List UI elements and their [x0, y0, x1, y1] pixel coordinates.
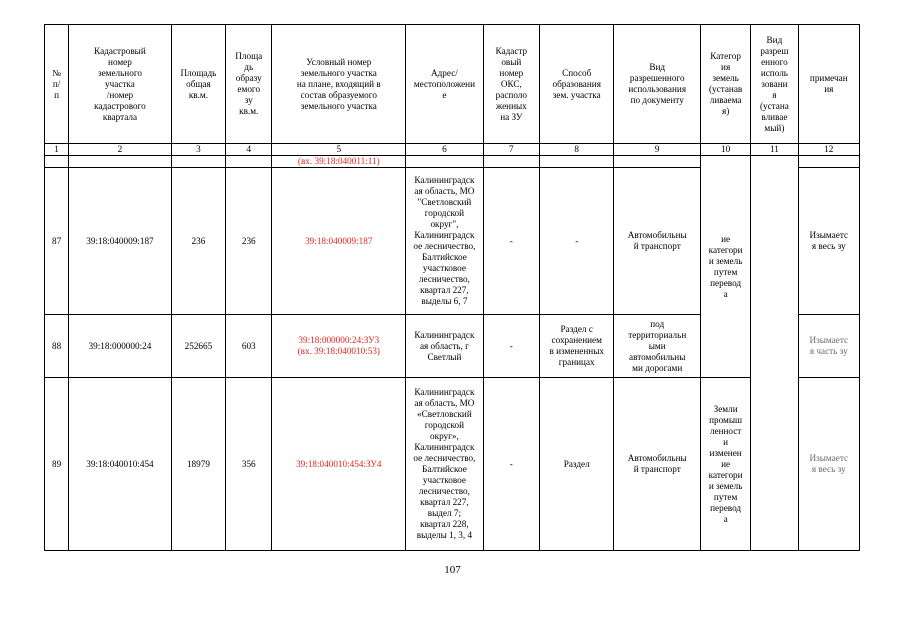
area-formed-cell: 603: [226, 315, 272, 378]
col-header-conditional: Условный номер земельного участка на плане, входящий в состав образуемого земельного участка: [272, 25, 406, 144]
col-header-area-formed: Площа дь образу емого зу кв.м.: [226, 25, 272, 144]
column-numbers-row: [45, 144, 860, 156]
note-cell: Изымаетс я весь зу: [798, 378, 859, 551]
col-header-oks: Кадастр овый номер ОКС, располо женных на ЗУ: [483, 25, 539, 144]
use-cell: Автомобильны й транспорт: [614, 378, 701, 551]
continuation-row: [45, 156, 860, 168]
column-number: 6: [406, 144, 483, 156]
address-cell: Калининградск ая область, МО "Светловский городской округ", Калининградск ое лесничество, Балтийское участковое лесничество, квартал 227, выделы 6, 7: [406, 168, 483, 315]
col-header-address: Адрес/ местоположени е: [406, 25, 483, 144]
address-cell: Калининградск ая область, г Светлый: [406, 315, 483, 378]
oks-cell: -: [483, 168, 539, 315]
col-header-no: № п/ п: [45, 25, 69, 144]
column-number: 11: [751, 144, 798, 156]
col-header-notes: примечан ия: [798, 25, 859, 144]
area-total-cell: 18979: [171, 378, 225, 551]
row-number: 87: [45, 168, 69, 315]
cadastral-number-cell: 39:18:040010:454: [69, 378, 172, 551]
col-header-permitted-use: Вид разреш енного исполь зовани я (устана вливае мый): [751, 25, 798, 144]
col-header-use: Вид разрешенного использования по документу: [614, 25, 701, 144]
address-cell: Калининградск ая область, МО «Светловский городской округ», Калининградск ое лесничество, Балтийское участковое лесничество, квартал 227, выдел 7; квартал 228, выделы 1, 3, 4: [406, 378, 483, 551]
oks-cell: -: [483, 378, 539, 551]
col-header-method: Способ образования зем. участка: [540, 25, 614, 144]
conditional-number-cell: 39:18:000000:24:ЗУ3 (вх. 39:18:040010:53): [272, 315, 406, 378]
method-cell: -: [540, 168, 614, 315]
column-number: 5: [272, 144, 406, 156]
area-total-cell: 252665: [171, 315, 225, 378]
area-formed-cell: 356: [226, 378, 272, 551]
column-number: 1: [45, 144, 69, 156]
land-plots-table: [44, 24, 860, 551]
row-number: 89: [45, 378, 69, 551]
note-cell: Изымаетс я часть зу: [798, 315, 859, 378]
conditional-number-cell: (вх. 39:18:040011:11): [272, 156, 406, 168]
column-number: 8: [540, 144, 614, 156]
column-number: 4: [226, 144, 272, 156]
column-number: 2: [69, 144, 172, 156]
area-formed-cell: 236: [226, 168, 272, 315]
col-header-category: Категор ия земель (устанав ливаема я): [700, 25, 750, 144]
col-header-cadastral: Кадастровый номер земельного участка /номер кадастрового квартала: [69, 25, 172, 144]
use-cell: под территориальн ыми автомобильны ми дорогами: [614, 315, 701, 378]
page-number: 107: [444, 564, 461, 576]
table-row: [45, 378, 860, 551]
column-number: 7: [483, 144, 539, 156]
column-number: 3: [171, 144, 225, 156]
area-total-cell: 236: [171, 168, 225, 315]
column-number: 9: [614, 144, 701, 156]
row-number: 88: [45, 315, 69, 378]
column-number: 10: [700, 144, 750, 156]
cadastral-number-cell: 39:18:000000:24: [69, 315, 172, 378]
cadastral-number-cell: 39:18:040009:187: [69, 168, 172, 315]
header-row: [45, 25, 860, 144]
use-cell: Автомобильны й транспорт: [614, 168, 701, 315]
category-cell: Земли промыш ленност и изменен ие категори и земель путем перевод а: [700, 378, 750, 551]
oks-cell: -: [483, 315, 539, 378]
permitted-use-cell: [751, 156, 798, 551]
category-cell: ие категори и земель путем перевод а: [700, 156, 750, 378]
conditional-number-cell: 39:18:040009:187: [272, 168, 406, 315]
conditional-number-cell: 39:18:040010:454:ЗУ4: [272, 378, 406, 551]
method-cell: Раздел с сохранением в измененных границах: [540, 315, 614, 378]
column-number: 12: [798, 144, 859, 156]
method-cell: Раздел: [540, 378, 614, 551]
note-cell: Изымаетс я весь зу: [798, 168, 859, 315]
col-header-area-total: Площадь общая кв.м.: [171, 25, 225, 144]
